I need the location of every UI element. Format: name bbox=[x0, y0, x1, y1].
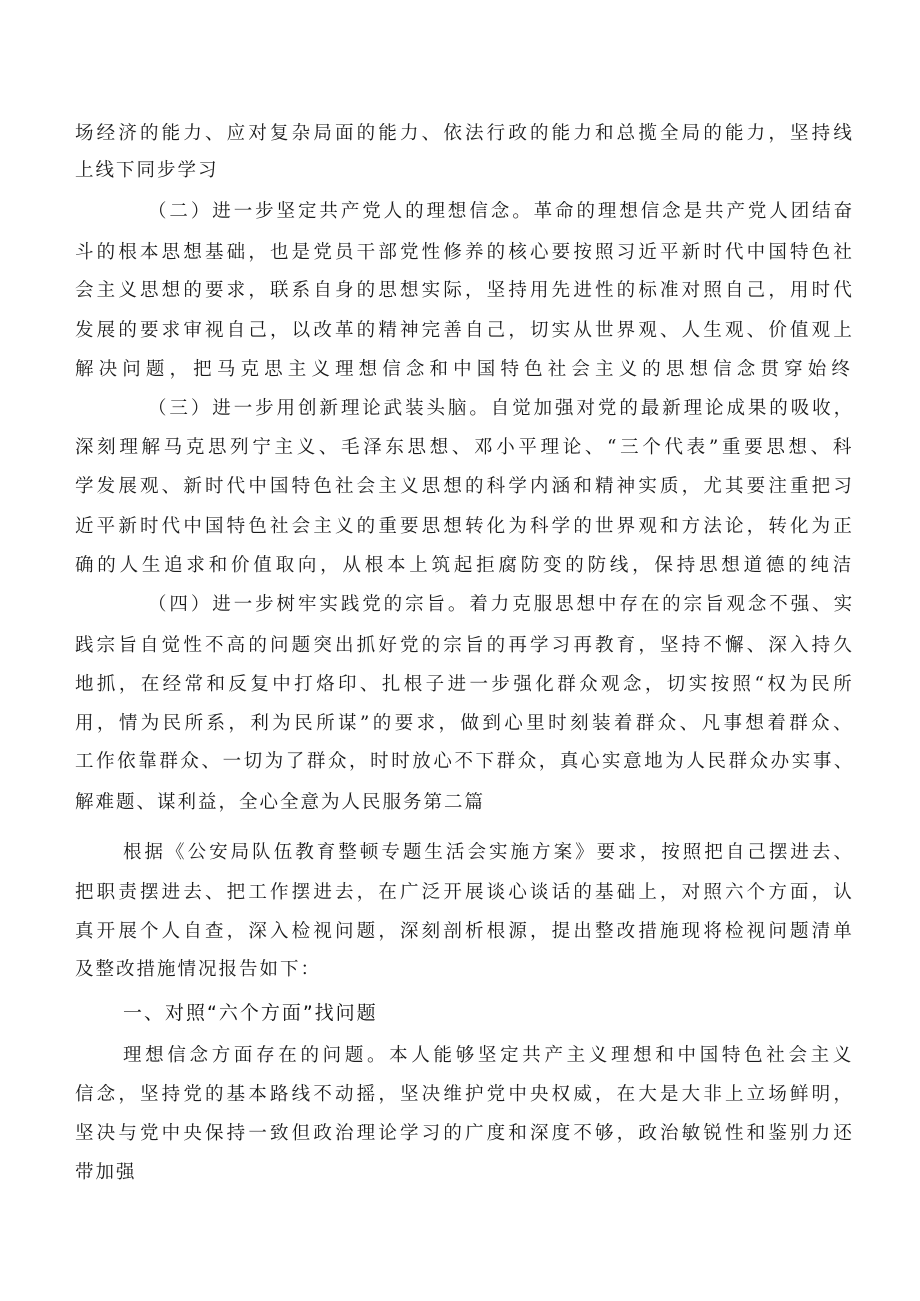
text-line: 理想信念方面存在的问题。本人能够坚定共产主义理想和中国特色社会主义 bbox=[123, 1045, 855, 1066]
text-line: （三）进一步用创新理论武装头脑。自觉加强对党的最新理论成果的吸收， bbox=[148, 398, 855, 419]
text-line: 真开展个人自查，深入检视问题，深刻剖析根源，提出整改措施现将检视问题清单 bbox=[75, 921, 855, 942]
text-line: 带加强 bbox=[75, 1162, 137, 1183]
text-line: 及整改措施情况报告如下： bbox=[75, 959, 322, 980]
text-line: 斗的根本思想基础，也是党员干部党性修养的核心要按照习近平新时代中国特色社 bbox=[75, 242, 855, 263]
text-line: （四）进一步树牢实践党的宗旨。着力克服思想中存在的宗旨观念不强、实 bbox=[148, 594, 855, 615]
text-line: 地抓，在经常和反复中打烙印、扎根子进一步强化群众观念，切实按照“权为民所 bbox=[75, 674, 855, 695]
section-heading: 一、对照“六个方面”找问题 bbox=[123, 1002, 378, 1024]
text-line: 会主义思想的要求，联系自身的思想实际，坚持用先进性的标准对照自己，用时代 bbox=[75, 280, 855, 301]
text-line: 根据《公安局队伍教育整顿专题生活会实施方案》要求，按照把自己摆进去、 bbox=[123, 842, 855, 863]
text-line: （二）进一步坚定共产党人的理想信念。革命的理想信念是共产党人团结奋 bbox=[148, 201, 855, 222]
text-line: 信念，坚持党的基本路线不动摇，坚决维护党中央权威，在大是大非上立场鲜明， bbox=[75, 1084, 855, 1105]
text-line: 近平新时代中国特色社会主义的重要思想转化为科学的世界观和方法论，转化为正 bbox=[75, 516, 855, 537]
text-line: 把职责摆进去、把工作摆进去，在广泛开展谈心谈话的基础上，对照六个方面，认 bbox=[75, 882, 855, 903]
text-line: 工作依靠群众、一切为了群众，时时放心不下群众，真心实意地为人民群众办实事、 bbox=[75, 751, 855, 772]
text-line: 场经济的能力、应对复杂局面的能力、依法行政的能力和总揽全局的能力，坚持线 bbox=[75, 123, 855, 144]
text-line: 解决问题，把马克思主义理想信念和中国特色社会主义的思想信念贯穿始终 bbox=[75, 359, 855, 380]
text-line: 发展的要求审视自己，以改革的精神完善自己，切实从世界观、人生观、价值观上 bbox=[75, 320, 855, 341]
text-line: 用，情为民所系，利为民所谋”的要求，做到心里时刻装着群众、凡事想着群众、 bbox=[75, 713, 855, 734]
text-line: 解难题、谋利益，全心全意为人民服务第二篇 bbox=[75, 792, 486, 813]
text-line: 深刻理解马克思列宁主义、毛泽东思想、邓小平理论、“三个代表”重要思想、科 bbox=[75, 437, 855, 458]
text-line: 坚决与党中央保持一致但政治理论学习的广度和深度不够，政治敏锐性和鉴别力还 bbox=[75, 1123, 855, 1144]
text-line: 确的人生追求和价值取向，从根本上筑起拒腐防变的防线，保持思想道德的纯洁 bbox=[75, 555, 855, 576]
text-line: 上线下同步学习 bbox=[75, 160, 219, 181]
text-line: 践宗旨自觉性不高的问题突出抓好党的宗旨的再学习再教育，坚持不懈、深入持久 bbox=[75, 635, 855, 656]
text-line: 学发展观、新时代中国特色社会主义思想的科学内涵和精神实质，尤其要注重把习 bbox=[75, 476, 855, 497]
